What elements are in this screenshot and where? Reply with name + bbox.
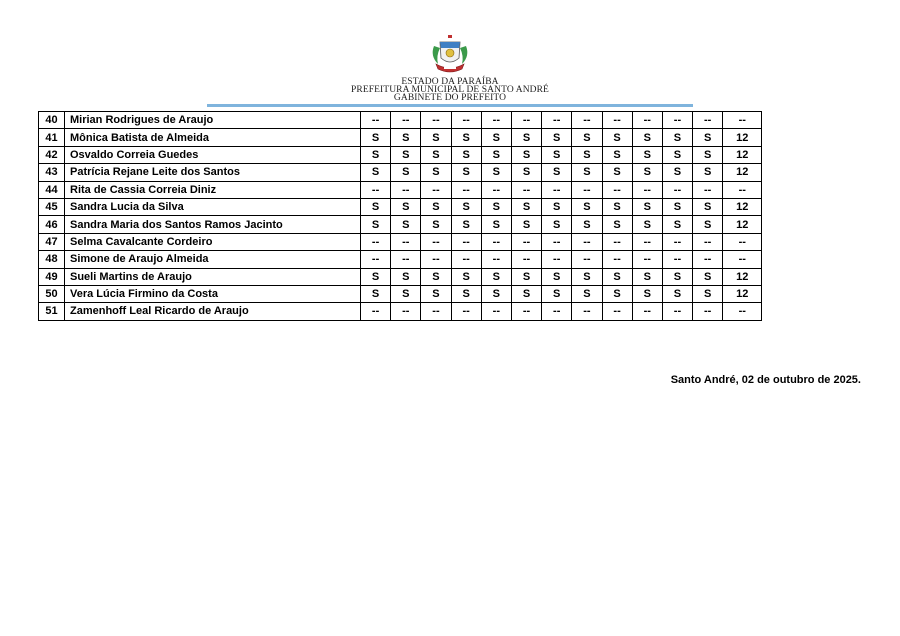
attendance-mark: --: [602, 181, 632, 198]
row-number: 51: [39, 303, 65, 320]
row-number: 47: [39, 233, 65, 250]
attendance-mark: --: [662, 181, 692, 198]
attendance-mark: S: [602, 164, 632, 181]
attendance-mark: S: [451, 216, 481, 233]
attendance-total: --: [723, 181, 762, 198]
attendance-mark: --: [632, 233, 662, 250]
attendance-mark: S: [572, 146, 602, 163]
attendance-mark: --: [511, 251, 541, 268]
attendance-mark: S: [542, 216, 572, 233]
attendance-mark: S: [693, 198, 723, 215]
attendance-mark: --: [421, 112, 451, 129]
attendance-mark: S: [632, 285, 662, 302]
table-row: [39, 181, 762, 198]
attendance-mark: --: [481, 251, 511, 268]
attendance-mark: S: [511, 285, 541, 302]
member-name: Rita de Cassia Correia Diniz: [65, 181, 361, 198]
member-name: Sandra Maria dos Santos Ramos Jacinto: [65, 216, 361, 233]
attendance-mark: --: [421, 251, 451, 268]
attendance-mark: S: [602, 285, 632, 302]
attendance-mark: S: [391, 129, 421, 146]
attendance-mark: S: [693, 285, 723, 302]
attendance-mark: --: [481, 112, 511, 129]
attendance-mark: --: [361, 233, 391, 250]
attendance-mark: S: [693, 129, 723, 146]
attendance-mark: S: [542, 285, 572, 302]
member-name: Zamenhoff Leal Ricardo de Araujo: [65, 303, 361, 320]
attendance-mark: S: [361, 285, 391, 302]
row-number: 43: [39, 164, 65, 181]
attendance-mark: S: [451, 146, 481, 163]
attendance-mark: --: [361, 251, 391, 268]
attendance-mark: S: [421, 146, 451, 163]
attendance-mark: --: [391, 233, 421, 250]
attendance-mark: --: [572, 112, 602, 129]
attendance-mark: S: [542, 268, 572, 285]
attendance-mark: S: [511, 129, 541, 146]
attendance-total: 12: [723, 216, 762, 233]
document-header: [0, 34, 900, 102]
attendance-mark: S: [421, 268, 451, 285]
attendance-mark: --: [511, 112, 541, 129]
attendance-mark: S: [572, 164, 602, 181]
attendance-mark: --: [511, 303, 541, 320]
attendance-mark: S: [632, 164, 662, 181]
attendance-mark: S: [632, 198, 662, 215]
attendance-total: 12: [723, 146, 762, 163]
attendance-mark: --: [572, 251, 602, 268]
attendance-mark: S: [481, 129, 511, 146]
row-number: 44: [39, 181, 65, 198]
attendance-mark: S: [361, 129, 391, 146]
attendance-mark: --: [542, 303, 572, 320]
attendance-mark: S: [361, 198, 391, 215]
row-number: 50: [39, 285, 65, 302]
table-row: [39, 303, 762, 320]
row-number: 46: [39, 216, 65, 233]
attendance-mark: S: [693, 268, 723, 285]
attendance-mark: S: [451, 164, 481, 181]
table-row: [39, 251, 762, 268]
member-name: Simone de Araujo Almeida: [65, 251, 361, 268]
attendance-mark: S: [391, 268, 421, 285]
attendance-mark: S: [542, 198, 572, 215]
table-row: [39, 216, 762, 233]
attendance-mark: --: [632, 181, 662, 198]
attendance-mark: --: [662, 112, 692, 129]
attendance-mark: S: [481, 268, 511, 285]
attendance-mark: --: [693, 181, 723, 198]
row-number: 41: [39, 129, 65, 146]
attendance-total: --: [723, 251, 762, 268]
attendance-mark: --: [451, 181, 481, 198]
attendance-mark: --: [542, 181, 572, 198]
attendance-mark: --: [451, 112, 481, 129]
attendance-mark: S: [481, 146, 511, 163]
attendance-mark: S: [481, 198, 511, 215]
attendance-mark: --: [391, 112, 421, 129]
attendance-mark: --: [602, 233, 632, 250]
attendance-mark: --: [451, 233, 481, 250]
attendance-mark: --: [662, 303, 692, 320]
header-state-line: ESTADO DA PARAÍBA: [401, 77, 499, 87]
attendance-total: 12: [723, 164, 762, 181]
header-municipality-line: PREFEITURA MUNICIPAL DE SANTO ANDRÉ: [351, 85, 549, 95]
table-row: [39, 146, 762, 163]
attendance-mark: --: [632, 303, 662, 320]
table-row: [39, 129, 762, 146]
attendance-mark: S: [481, 164, 511, 181]
attendance-mark: S: [421, 129, 451, 146]
attendance-mark: --: [421, 233, 451, 250]
attendance-mark: --: [511, 181, 541, 198]
attendance-mark: S: [361, 146, 391, 163]
attendance-mark: --: [451, 251, 481, 268]
attendance-mark: S: [481, 216, 511, 233]
attendance-total: 12: [723, 198, 762, 215]
attendance-mark: S: [662, 146, 692, 163]
attendance-mark: --: [602, 251, 632, 268]
attendance-mark: --: [391, 303, 421, 320]
attendance-mark: S: [391, 285, 421, 302]
table-row: [39, 112, 762, 129]
attendance-mark: --: [361, 181, 391, 198]
attendance-mark: --: [572, 303, 602, 320]
row-number: 48: [39, 251, 65, 268]
attendance-mark: --: [361, 303, 391, 320]
member-name: Selma Cavalcante Cordeiro: [65, 233, 361, 250]
table-row: [39, 268, 762, 285]
attendance-mark: S: [572, 198, 602, 215]
attendance-mark: --: [693, 251, 723, 268]
attendance-mark: S: [693, 164, 723, 181]
attendance-mark: S: [391, 198, 421, 215]
attendance-mark: --: [632, 251, 662, 268]
attendance-mark: --: [481, 303, 511, 320]
attendance-mark: --: [361, 112, 391, 129]
attendance-mark: --: [693, 233, 723, 250]
attendance-mark: S: [421, 216, 451, 233]
attendance-mark: S: [542, 164, 572, 181]
attendance-mark: S: [511, 216, 541, 233]
attendance-total: --: [723, 112, 762, 129]
attendance-mark: --: [391, 251, 421, 268]
attendance-mark: S: [662, 285, 692, 302]
attendance-mark: S: [421, 164, 451, 181]
attendance-mark: S: [451, 268, 481, 285]
member-name: Vera Lúcia Firmino da Costa: [65, 285, 361, 302]
attendance-mark: S: [662, 164, 692, 181]
attendance-mark: S: [602, 146, 632, 163]
attendance-mark: --: [662, 251, 692, 268]
table-row: [39, 164, 762, 181]
attendance-mark: S: [481, 285, 511, 302]
attendance-mark: S: [542, 129, 572, 146]
attendance-mark: S: [361, 164, 391, 181]
attendance-mark: --: [662, 233, 692, 250]
table-row: [39, 198, 762, 215]
attendance-mark: --: [632, 112, 662, 129]
member-name: Osvaldo Correia Guedes: [65, 146, 361, 163]
attendance-mark: S: [572, 129, 602, 146]
attendance-mark: S: [361, 268, 391, 285]
member-name: Patrícia Rejane Leite dos Santos: [65, 164, 361, 181]
attendance-table-body: [39, 112, 762, 321]
date-signature-line: Santo André, 02 de outubro de 2025.: [670, 374, 861, 386]
attendance-mark: S: [451, 129, 481, 146]
table-row: [39, 233, 762, 250]
attendance-mark: S: [451, 285, 481, 302]
attendance-mark: S: [451, 198, 481, 215]
attendance-mark: S: [662, 216, 692, 233]
attendance-mark: S: [361, 216, 391, 233]
attendance-mark: --: [542, 233, 572, 250]
attendance-mark: S: [421, 198, 451, 215]
attendance-mark: S: [511, 146, 541, 163]
attendance-mark: S: [511, 268, 541, 285]
attendance-total: 12: [723, 268, 762, 285]
header-divider: [207, 104, 693, 107]
attendance-mark: --: [572, 233, 602, 250]
row-number: 45: [39, 198, 65, 215]
attendance-total: --: [723, 233, 762, 250]
member-name: Mirian Rodrigues de Araujo: [65, 112, 361, 129]
attendance-mark: S: [391, 146, 421, 163]
attendance-mark: S: [662, 268, 692, 285]
attendance-mark: S: [632, 268, 662, 285]
row-number: 40: [39, 112, 65, 129]
row-number: 49: [39, 268, 65, 285]
member-name: Mônica Batista de Almeida: [65, 129, 361, 146]
attendance-mark: S: [602, 268, 632, 285]
attendance-mark: S: [693, 146, 723, 163]
attendance-mark: --: [421, 181, 451, 198]
row-number: 42: [39, 146, 65, 163]
attendance-mark: S: [542, 146, 572, 163]
attendance-total: 12: [723, 129, 762, 146]
attendance-mark: S: [602, 216, 632, 233]
attendance-mark: S: [602, 129, 632, 146]
municipal-coat-of-arms-icon: [428, 34, 472, 78]
attendance-mark: S: [602, 198, 632, 215]
attendance-mark: --: [391, 181, 421, 198]
attendance-mark: S: [572, 216, 602, 233]
attendance-mark: --: [542, 251, 572, 268]
attendance-mark: --: [693, 112, 723, 129]
attendance-mark: S: [662, 198, 692, 215]
attendance-mark: S: [572, 268, 602, 285]
attendance-mark: --: [572, 181, 602, 198]
attendance-mark: S: [632, 216, 662, 233]
attendance-mark: --: [542, 112, 572, 129]
attendance-mark: --: [693, 303, 723, 320]
attendance-total: --: [723, 303, 762, 320]
member-name: Sueli Martins de Araujo: [65, 268, 361, 285]
attendance-mark: S: [391, 216, 421, 233]
attendance-mark: S: [632, 146, 662, 163]
attendance-mark: S: [693, 216, 723, 233]
attendance-mark: S: [662, 129, 692, 146]
header-office-line: GABINETE DO PREFEITO: [393, 93, 507, 103]
attendance-mark: --: [481, 233, 511, 250]
attendance-mark: --: [421, 303, 451, 320]
member-name: Sandra Lucia da Silva: [65, 198, 361, 215]
attendance-mark: S: [391, 164, 421, 181]
attendance-mark: --: [481, 181, 511, 198]
attendance-mark: S: [511, 164, 541, 181]
attendance-mark: S: [511, 198, 541, 215]
attendance-mark: --: [602, 112, 632, 129]
attendance-mark: S: [632, 129, 662, 146]
attendance-table: [38, 111, 762, 321]
table-row: [39, 285, 762, 302]
attendance-total: 12: [723, 285, 762, 302]
attendance-mark: S: [572, 285, 602, 302]
attendance-mark: --: [511, 233, 541, 250]
attendance-mark: --: [602, 303, 632, 320]
attendance-mark: --: [451, 303, 481, 320]
attendance-mark: S: [421, 285, 451, 302]
